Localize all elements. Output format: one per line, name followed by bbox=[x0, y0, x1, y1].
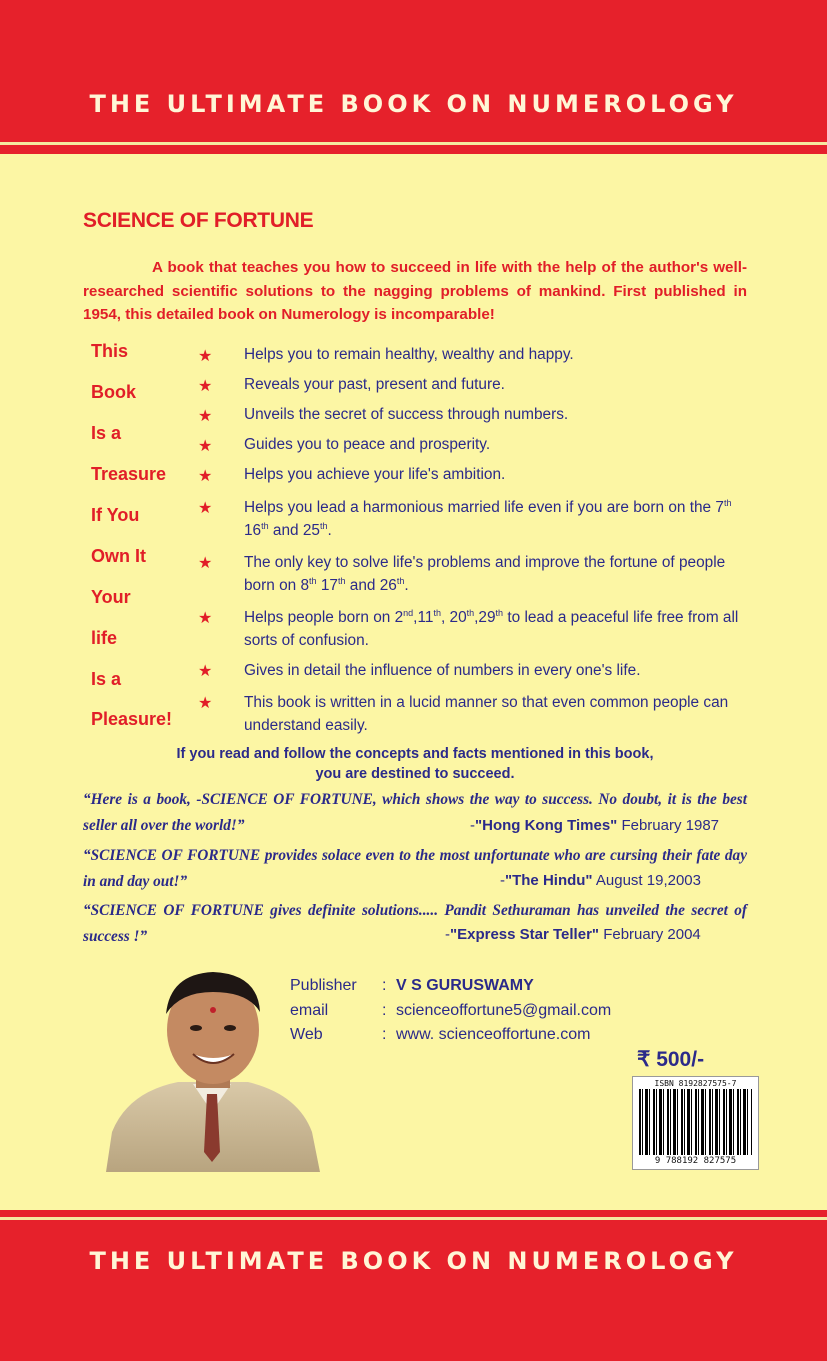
review-attribution bbox=[445, 926, 701, 943]
review-attribution bbox=[470, 817, 719, 834]
point-text: . bbox=[327, 522, 332, 539]
email-value: scienceoffortune5@gmail.com bbox=[396, 1002, 612, 1019]
review-quote: “SCIENCE OF FORTUNE gives definite solutions..... Pandit Sethuraman has unveiled the secret of success !” bbox=[83, 902, 747, 945]
attribution-source: "The Hindu" bbox=[505, 872, 593, 889]
web-label: Web bbox=[290, 1026, 323, 1043]
top-banner-title: THE ULTIMATE BOOK ON NUMEROLOGY bbox=[89, 90, 738, 118]
attribution-dash: - bbox=[500, 872, 505, 889]
web-value: www. scienceoffortune.com bbox=[396, 1026, 591, 1043]
attribution-date: February 2004 bbox=[599, 926, 701, 943]
isbn-barcode bbox=[632, 1076, 759, 1170]
colon: : bbox=[382, 977, 387, 994]
point-item bbox=[244, 496, 754, 542]
attribution-date: February 1987 bbox=[617, 817, 720, 834]
ordinal-suffix: th bbox=[396, 575, 405, 586]
attribution-source: "Express Star Teller" bbox=[450, 926, 600, 943]
side-word: life bbox=[91, 628, 118, 648]
intro-paragraph: A book that teaches you how to succeed in life with the help of the author's well-researched scientific solutions to the nagging problems of mankind. First published in 1954, this detailed book on Numerology is incomparable! bbox=[83, 259, 747, 323]
point-text: to lead a peaceful life free from all sorts of confusion. bbox=[244, 609, 739, 649]
ordinal-suffix: th bbox=[723, 497, 732, 508]
ordinal-suffix: th bbox=[337, 575, 346, 586]
isbn-label: ISBN 8192827575-7 bbox=[654, 1079, 737, 1088]
book-title: SCIENCE OF FORTUNE bbox=[83, 209, 314, 232]
point-text: and 25 bbox=[268, 522, 320, 539]
side-word: Book bbox=[91, 382, 136, 402]
star-icon: ★ bbox=[198, 610, 213, 627]
bottom-banner-title: THE ULTIMATE BOOK ON NUMEROLOGY bbox=[89, 1247, 738, 1275]
side-word: Pleasure! bbox=[91, 709, 173, 729]
side-word: If You bbox=[91, 505, 140, 525]
attribution-dash: - bbox=[445, 926, 450, 943]
bottom-banner bbox=[0, 1210, 827, 1361]
point-item: This book is written in a lucid manner so that even common people can understand easily. bbox=[244, 694, 729, 734]
star-icon: ★ bbox=[198, 663, 213, 680]
ordinal-suffix: th bbox=[495, 607, 504, 618]
colon: : bbox=[382, 1026, 387, 1043]
ordinal-suffix: nd bbox=[403, 607, 414, 618]
price: ₹ 500/- bbox=[637, 1048, 705, 1071]
star-icon: ★ bbox=[198, 438, 213, 455]
attribution-dash: - bbox=[470, 817, 475, 834]
star-icon: ★ bbox=[198, 408, 213, 425]
side-word: Your bbox=[91, 587, 131, 607]
ordinal-suffix: th bbox=[309, 575, 317, 586]
point-text: ,29 bbox=[474, 609, 496, 626]
star-icon: ★ bbox=[198, 378, 213, 395]
star-icon: ★ bbox=[198, 555, 213, 572]
point-item: Helps you achieve your life's ambition. bbox=[244, 466, 506, 483]
side-word: Is a bbox=[91, 423, 122, 443]
review-quote: “Here is a book, -SCIENCE OF FORTUNE, which shows the way to success. No doubt, it is the best seller all over the world!” bbox=[83, 791, 747, 834]
point-item: Helps you to remain healthy, wealthy and happy. bbox=[244, 346, 574, 363]
side-word: Treasure bbox=[91, 464, 167, 484]
point-text: . bbox=[404, 577, 409, 594]
star-icon: ★ bbox=[198, 348, 213, 365]
publisher-label: Publisher bbox=[290, 977, 357, 994]
colon: : bbox=[382, 1002, 387, 1019]
review-attribution bbox=[500, 872, 701, 889]
point-item: Reveals your past, present and future. bbox=[244, 376, 505, 393]
star-icon: ★ bbox=[198, 500, 213, 517]
top-banner bbox=[0, 0, 827, 154]
side-word: Is a bbox=[91, 669, 122, 689]
star-icon: ★ bbox=[198, 695, 213, 712]
ordinal-suffix: th bbox=[466, 607, 475, 618]
point-item: Unveils the secret of success through numbers. bbox=[244, 406, 569, 423]
ordinal-suffix: th bbox=[320, 520, 328, 531]
attribution-date: August 19,2003 bbox=[592, 872, 701, 889]
publisher-name: V S GURUSWAMY bbox=[396, 977, 534, 994]
side-word: Own It bbox=[91, 546, 146, 566]
point-text: The only key to solve life's problems and improve the fortune of people born on 8 bbox=[244, 554, 726, 594]
side-word: This bbox=[91, 341, 129, 361]
point-item: Gives in detail the influence of numbers in every one's life. bbox=[244, 662, 641, 679]
point-item: Guides you to peace and prosperity. bbox=[244, 436, 491, 453]
point-text: 16 bbox=[244, 522, 262, 539]
point-text: 17 bbox=[316, 577, 338, 594]
attribution-source: "Hong Kong Times" bbox=[475, 817, 618, 834]
point-text: and 26 bbox=[345, 577, 397, 594]
star-icon: ★ bbox=[198, 468, 213, 485]
barcode-bars bbox=[639, 1089, 752, 1155]
conclusion-line: If you read and follow the concepts and facts mentioned in this book, bbox=[176, 746, 654, 762]
point-item bbox=[244, 606, 754, 652]
ordinal-suffix: th bbox=[433, 607, 441, 618]
banner-stripe bbox=[0, 1217, 827, 1220]
ordinal-suffix: th bbox=[261, 520, 269, 531]
point-text: ,11 bbox=[413, 609, 434, 626]
conclusion-line: you are destined to succeed. bbox=[315, 766, 515, 782]
barcode-number: 9 788192 827575 bbox=[654, 1156, 737, 1166]
review-quote: “SCIENCE OF FORTUNE provides solace even to the most unfortunate who are cursing their fate day in and day out!” bbox=[83, 847, 747, 890]
point-text: Helps people born on 2 bbox=[244, 609, 404, 626]
banner-stripe bbox=[0, 142, 827, 145]
point-text: Helps you lead a harmonious married life even if you are born on the 7 bbox=[244, 499, 724, 516]
point-text: , 20 bbox=[440, 609, 467, 626]
point-item bbox=[244, 551, 754, 597]
email-label: email bbox=[290, 1002, 329, 1019]
